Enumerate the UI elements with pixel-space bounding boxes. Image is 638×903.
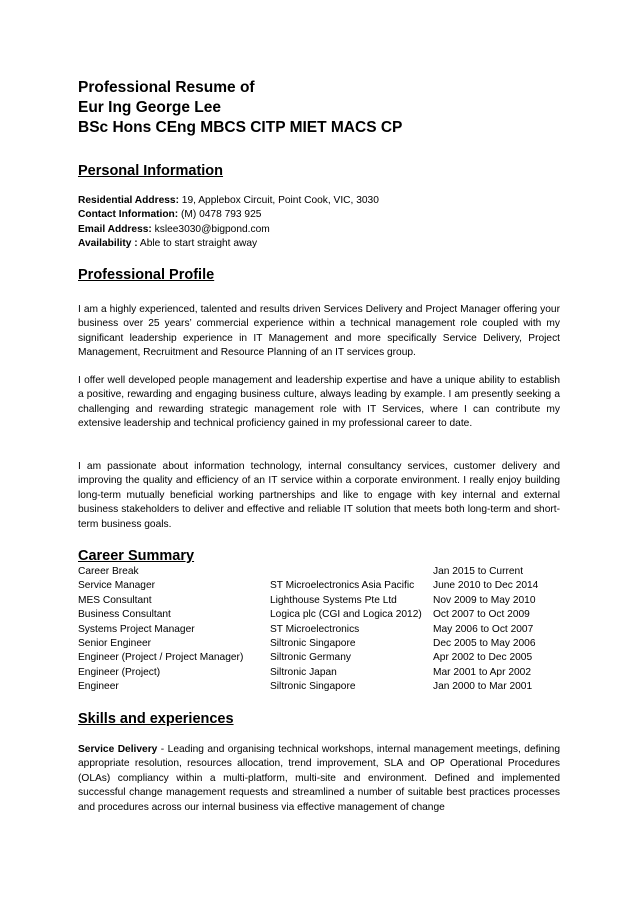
career-row: [78, 594, 560, 608]
resume-title: [78, 78, 560, 138]
career-dates: May 2006 to Oct 2007: [433, 623, 534, 635]
contact-label: Contact Information:: [78, 209, 179, 221]
profile-paragraph-3: I am passionate about information technology, internal consultancy services, customer delivery and improving the quality and efficiency of an IT service within a corporate environment. I really enjoy building long-term mutually beneficial working partnerships and like to engage with key internal and external business stakeholders to deliver and effective and reliable IT solution that meets both long-term and short-term business goals.: [78, 461, 560, 530]
career-dates: Apr 2002 to Dec 2005: [433, 652, 533, 664]
career-role: Engineer: [78, 681, 119, 693]
career-row: [78, 565, 560, 579]
career-company: Siltronic Singapore: [270, 681, 356, 693]
service-delivery-label: Service Delivery: [78, 744, 158, 755]
career-company: Lighthouse Systems Pte Ltd: [270, 594, 397, 606]
career-company: Siltronic Germany: [270, 652, 351, 664]
profile-heading: Professional Profile: [78, 267, 215, 283]
title-line-2: Eur Ing George Lee: [78, 99, 221, 116]
title-line-3: BSc Hons CEng MBCS CITP MIET MACS CP: [78, 119, 403, 136]
personal-details: [78, 194, 560, 252]
career-section: [78, 547, 560, 565]
career-table: [78, 565, 560, 695]
career-row: [78, 651, 560, 665]
service-delivery-paragraph: [78, 743, 560, 815]
profile-section: [78, 266, 560, 284]
career-role: Service Manager: [78, 580, 156, 592]
email-line: [78, 223, 560, 237]
title-line-1: Professional Resume of: [78, 79, 255, 96]
email-value: kslee3030@bigpond.com: [151, 223, 270, 235]
availability-value: Able to start straight away: [137, 238, 258, 250]
availability-label: Availability :: [78, 238, 138, 250]
contact-value: (M) 0478 793 925: [178, 209, 262, 221]
contact-line: [78, 208, 560, 222]
career-dates: June 2010 to Dec 2014: [433, 580, 539, 592]
profile-paragraph-1-wrap: [78, 303, 560, 361]
personal-heading: Personal Information: [78, 163, 224, 179]
career-row: [78, 637, 560, 651]
career-dates: Nov 2009 to May 2010: [433, 594, 536, 606]
career-heading: Career Summary: [78, 548, 195, 564]
profile-paragraph-2: I offer well developed people management and leadership expertise and have a unique ability to establish a positive, rewarding and engaging business culture, always leading by example. I am presently seeking a challenging and rewarding strategic management role with IT Services, where I can contribute my extensive leadership and technical proficiency gained in my professional career to date.: [78, 375, 560, 430]
skills-section: [78, 710, 560, 728]
address-value: 19, Applebox Circuit, Point Cook, VIC, 3030: [178, 195, 379, 206]
career-row: [78, 680, 560, 694]
personal-section: [78, 162, 560, 180]
career-row: [78, 608, 560, 622]
address-label: Residential Address:: [78, 195, 179, 206]
availability-line: [78, 237, 560, 251]
career-role: Engineer (Project / Project Manager): [78, 652, 244, 664]
career-role: Business Consultant: [78, 609, 171, 621]
skills-heading: Skills and experiences: [78, 711, 234, 727]
career-table-body: [78, 565, 560, 695]
profile-paragraph-1: I am a highly experienced, talented and results driven Services Delivery and Project Manager offering your business over 25 years’ commercial experience within a technical management role coupled with my significant leadership experience in IT Management and more specifically Service Delivery, Project Management, Recruitment and Resource Planning of an IT services group.: [78, 304, 560, 359]
career-row: [78, 623, 560, 637]
career-dates: Dec 2005 to May 2006: [433, 638, 536, 650]
career-role: Engineer (Project): [78, 666, 161, 678]
career-company: Siltronic Japan: [270, 666, 337, 678]
career-dates: Oct 2007 to Oct 2009: [433, 609, 530, 621]
service-delivery-text: - Leading and organising technical workshops, internal management meetings, defining appropriate resolution, resources allocation, trend improvement, SLA and OP Operational Procedures (OLAs) compliancy within a multi-platform, multi-site and environment. Defined and implemented successful change management requests and streamlined a number of suitable best practices processes and procedures across our internal business via effective management of change: [78, 744, 560, 813]
career-company: ST Microelectronics: [270, 623, 360, 635]
career-dates: Jan 2000 to Mar 2001: [433, 681, 533, 693]
profile-paragraph-2-wrap: [78, 374, 560, 432]
email-label: Email Address:: [78, 223, 152, 235]
career-company: ST Microelectronics Asia Pacific: [270, 580, 415, 592]
career-row: [78, 579, 560, 593]
career-company: Siltronic Singapore: [270, 638, 356, 650]
career-table-wrap: [78, 565, 560, 695]
career-role: MES Consultant: [78, 594, 152, 606]
skills-service-wrap: [78, 743, 560, 815]
career-role: Systems Project Manager: [78, 623, 195, 635]
career-role: Senior Engineer: [78, 638, 152, 650]
career-company: [270, 565, 433, 579]
career-role: Career Break: [78, 566, 139, 577]
career-company: Logica plc (CGI and Logica 2012): [270, 609, 422, 621]
career-dates: Jan 2015 to Current: [433, 566, 524, 577]
career-dates: Mar 2001 to Apr 2002: [433, 666, 531, 678]
profile-paragraph-3-wrap: [78, 460, 560, 532]
address-line: [78, 194, 560, 208]
career-row: [78, 666, 560, 680]
